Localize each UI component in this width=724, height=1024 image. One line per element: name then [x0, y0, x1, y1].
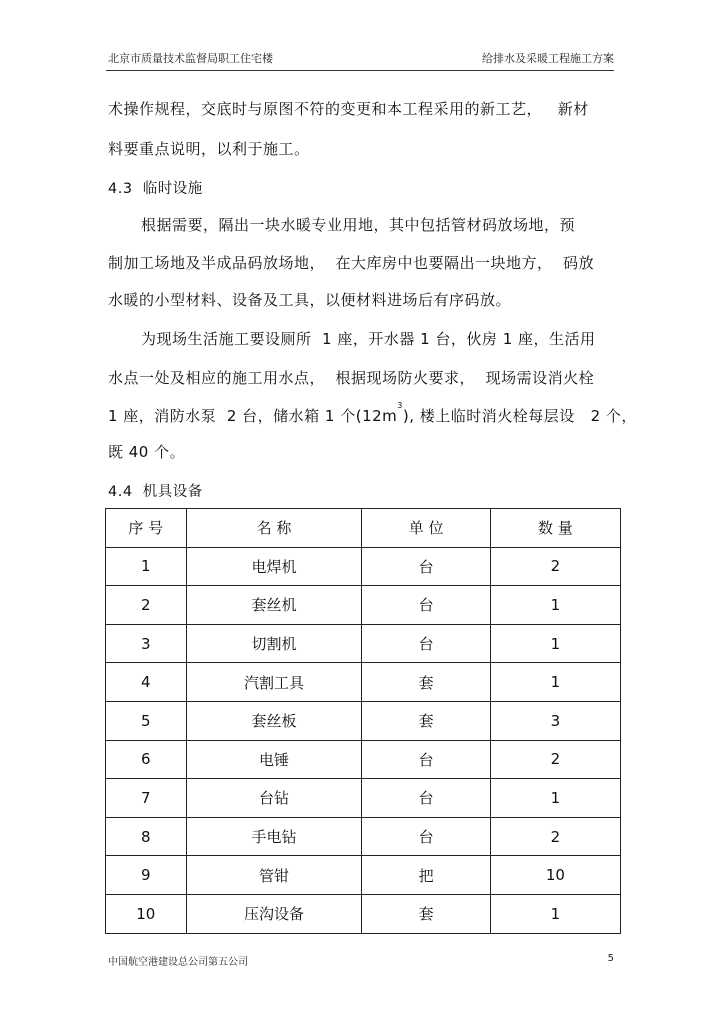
equipment-table — [105, 508, 621, 934]
header-name: 名 称 — [186, 509, 362, 548]
cell-serial: 10 — [106, 894, 187, 933]
cell-name: 管钳 — [186, 856, 362, 895]
cell-unit: 台 — [362, 817, 490, 856]
cell-serial: 7 — [106, 779, 187, 818]
paragraph-3-line-1: 为现场生活施工要设厕所 1 座，开水器 1 台，伙房 1 座，生活用 — [141, 330, 596, 348]
footer-company: 中国航空港建设总公司第五公司 — [108, 957, 248, 968]
cell-quantity: 10 — [490, 856, 620, 895]
cell-name: 汽割工具 — [186, 663, 362, 702]
section-4-3-heading: 4.3 临时设施 — [108, 181, 203, 197]
paragraph-1-line-1: 术操作规程，交底时与原图不符的变更和本工程采用的新工艺， 新材 — [108, 100, 589, 118]
cell-unit: 套 — [362, 701, 490, 740]
paragraph-3-line-3-part-a: 1 座，消防水泵 2 台，储水箱 1 个(12m — [108, 407, 398, 425]
cell-unit: 台 — [362, 779, 490, 818]
header-rule — [106, 70, 614, 71]
paragraph-2-line-1: 根据需要，隔出一块水暖专业用地，其中包括管材码放场地，预 — [141, 216, 576, 234]
cell-quantity: 1 — [490, 586, 620, 625]
cell-name: 压沟设备 — [186, 894, 362, 933]
cell-quantity: 2 — [490, 817, 620, 856]
table-row — [106, 779, 621, 818]
paragraph-3-line-2: 水点一处及相应的施工用水点， 根据现场防火要求， 现场需设消火栓 — [108, 369, 595, 387]
table-row — [106, 701, 621, 740]
cell-serial: 4 — [106, 663, 187, 702]
table-row — [106, 740, 621, 779]
cell-unit: 套 — [362, 894, 490, 933]
cell-unit: 台 — [362, 740, 490, 779]
paragraph-3-line-3 — [108, 401, 637, 426]
cell-unit: 把 — [362, 856, 490, 895]
cell-quantity: 3 — [490, 701, 620, 740]
cell-quantity: 2 — [490, 547, 620, 586]
header-left-title: 北京市质量技术监督局职工住宅楼 — [108, 52, 273, 65]
table-row — [106, 817, 621, 856]
cell-serial: 3 — [106, 624, 187, 663]
cell-serial: 2 — [106, 586, 187, 625]
cell-name: 电焊机 — [186, 547, 362, 586]
table-row — [106, 547, 621, 586]
table-row — [106, 856, 621, 895]
cell-unit: 台 — [362, 547, 490, 586]
header-unit: 单 位 — [362, 509, 490, 548]
cell-quantity: 2 — [490, 740, 620, 779]
section-4-4-heading: 4.4 机具设备 — [108, 484, 203, 500]
cell-quantity: 1 — [490, 624, 620, 663]
cell-serial: 9 — [106, 856, 187, 895]
cell-quantity: 1 — [490, 663, 620, 702]
table-row — [106, 663, 621, 702]
table-row — [106, 894, 621, 933]
cell-unit: 台 — [362, 586, 490, 625]
cell-name: 台钻 — [186, 779, 362, 818]
cell-quantity: 1 — [490, 894, 620, 933]
cubic-superscript: 3 — [397, 401, 403, 410]
header-quantity: 数 量 — [490, 509, 620, 548]
cell-name: 手电钻 — [186, 817, 362, 856]
paragraph-2-line-2: 制加工场地及半成品码放场地， 在大库房中也要隔出一块地方， 码放 — [108, 254, 595, 272]
cell-quantity: 1 — [490, 779, 620, 818]
paragraph-3-line-3-part-b: ), 楼上临时消火栓每层设 2 个， — [402, 407, 637, 425]
paragraph-3-line-4: 既 40 个。 — [108, 443, 186, 461]
cell-serial: 8 — [106, 817, 187, 856]
table-row — [106, 624, 621, 663]
page-number: 5 — [607, 953, 614, 964]
header-right-title: 给排水及采暖工程施工方案 — [482, 52, 614, 65]
cell-serial: 1 — [106, 547, 187, 586]
cell-unit: 台 — [362, 624, 490, 663]
cell-name: 电锤 — [186, 740, 362, 779]
paragraph-2-line-3: 水暖的小型材料、设备及工具，以便材料进场后有序码放。 — [108, 291, 512, 309]
table-header-row — [106, 509, 621, 548]
paragraph-1-line-2: 料要重点说明，以利于施工。 — [108, 140, 310, 158]
cell-name: 套丝机 — [186, 586, 362, 625]
table-row — [106, 586, 621, 625]
cell-serial: 5 — [106, 701, 187, 740]
cell-name: 切割机 — [186, 624, 362, 663]
cell-unit: 套 — [362, 663, 490, 702]
cell-serial: 6 — [106, 740, 187, 779]
header-serial: 序 号 — [106, 509, 187, 548]
cell-name: 套丝板 — [186, 701, 362, 740]
